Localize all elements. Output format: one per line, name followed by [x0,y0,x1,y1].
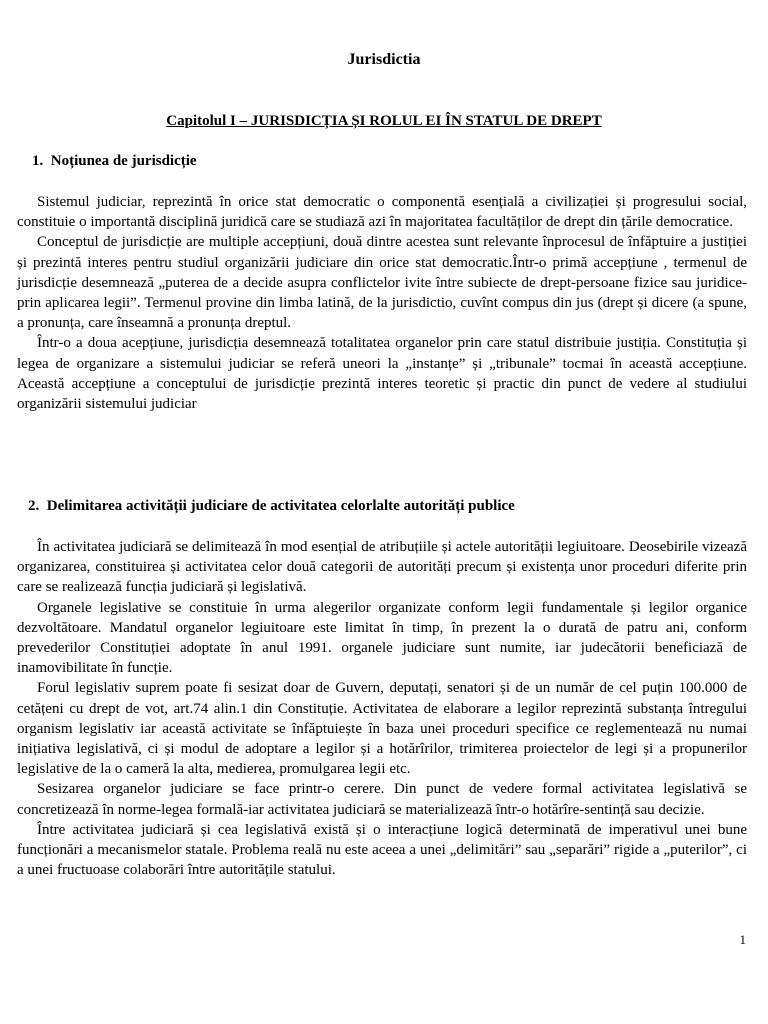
page-number: 1 [739,932,746,947]
paragraph: Conceptul de jurisdicție are multiple accepțiuni, două dintre acestea sunt relevante înprocesul de înfăptuire a justiției și prezintă interes pentru studiul organizării judiciare din orice stat democratic.Într-o primă accepțiune , termenul de jurisdicție desemnează „puterea de a decide asupra conflictelor ivite între subiecte de drept-persoane fizice sau juridice-prin aplicarea legii”. Termenul provine din limba latină, de la jurisdictio, cuvînt compus din jus (drept și dicere (a spune, a pronunța, care înseamnă a pronunța dreptul. [17,234,747,332]
section-2-title: Delimitarea activității judiciare de activitatea celorlalte autorități publice [46,498,515,514]
paragraph: Între activitatea judiciară și cea legislativă există și o interacțiune logică determinată de imperativul unei bune funcționări a mecanismelor statale. Problema reală nu este aceea a unei „delimitări” sau „separări” rigide a „puterilor”, ci a unei fructuoase colaborări între autoritățile statului. [17,821,747,879]
paragraph: Sistemul judiciar, reprezintă în orice stat democratic o componentă esențială a civilizației și progresului social, constituie o importantă disciplină juridică care se studiază azi în majoritatea facultăților de drept din țările democratice. [17,194,747,231]
paragraph: Sesizarea organelor judiciare se face printr-o cerere. Din punct de vedere formal activitatea legislativă se concretizează în norme-legea formală-iar activitatea judiciară se materializează într-o hotărîre-sentință sau decizie. [17,781,747,818]
paragraph: Forul legislativ suprem poate fi sesizat doar de Guvern, deputați, senatori și de un număr de cel puțin 100.000 de cetățeni cu drept de vot, art.74 alin.1 din Constituție. Activitatea de elaborare a legilor reprezintă substanța întregului organism legislativ iar această activitate se înfăptuiește în baza unei proceduri specifice ce reglementează nu numai inițiativa legislativă, ci și modul de adoptare a legilor și a hotărîrilor, trimiterea proiectelor de legi și a propunerilor legislative de la o cameră la alta, medierea, promulgarea legii etc. [17,680,747,778]
document-title: Jurisdictia [347,51,421,68]
section-1-title: Noțiunea de jurisdicție [50,153,197,169]
section-1-body [17,192,747,414]
section-2-heading [28,496,515,516]
section-1-heading [32,151,197,171]
chapter-title: Capitolul I – JURISDICȚIA ȘI ROLUL EI ÎN STATUL DE DREPT [166,113,602,129]
section-2-number: 2. [28,498,40,514]
section-2-body [17,537,747,880]
paragraph: Organele legislative se constituie în urma alegerilor organizate conform legii fundamentale și legilor organice dezvoltătoare. Mandatul organelor legiuitoare este limitat în timp, în prezent la o durată de patru ani, conform prevederilor Constituției adoptate în anul 1991. organele judiciare sunt numite, iar judecătorii beneficiază de inamovibilitate în funcție. [17,599,747,677]
section-1-number: 1. [32,153,44,169]
paragraph: În activitatea judiciară se delimitează în mod esențial de atribuțiile și actele autorității legiuitoare. Deosebirile vizează organizarea, constituirea și activitatea celor două categorii de autorități precum și existența unor proceduri diferite prin care se realizează funcția judiciară și legislativă. [17,539,747,596]
paragraph: Într-o a doua acepțiune, jurisdicția desemnează totalitatea organelor prin care statul distribuie justiția. Constituția și legea de organizare a sistemului judiciar se referă uneori la „instanțe” și „tribunale” tocmai în această accepțiune. Această accepțiune a conceptului de jurisdicție prezintă interes teoretic și practic din punct de vedere al studiului organizării sistemului judiciar [17,335,747,413]
